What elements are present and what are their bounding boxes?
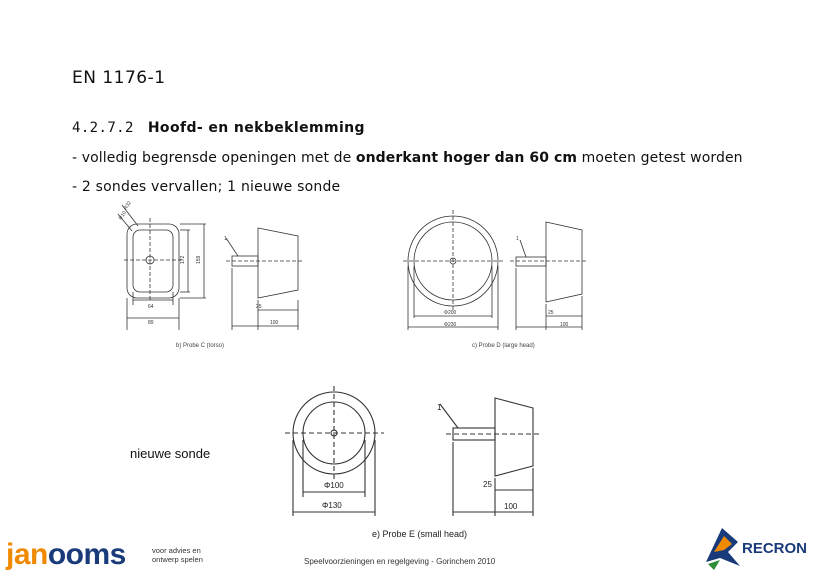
probe-c-caption: b) Probe C (torso) — [176, 343, 225, 349]
section-number: 4.2.7.2 — [72, 120, 134, 136]
probe-e-dim-100b: 100 — [504, 502, 518, 511]
probe-e-ref: 1 — [437, 403, 442, 412]
probe-e-side-view — [440, 398, 540, 516]
probe-e-front-view — [285, 386, 384, 516]
probe-d-ref: 1 — [516, 236, 519, 242]
probe-c-dim-89: 89 — [148, 320, 154, 326]
probe-d-dim-25: 25 — [548, 310, 554, 316]
bullet1-bold: onderkant hoger dan 60 cm — [355, 150, 578, 166]
bullet-probes: - 2 sondes vervallen; 1 nieuwe sonde — [72, 179, 341, 195]
probe-c-side-view — [226, 228, 304, 330]
tagline-line1: voor advies en — [152, 546, 201, 555]
probe-e-dim-100: Φ100 — [324, 481, 344, 490]
probe-d-dim-100: 100 — [560, 322, 569, 328]
bullet1-post: moeten getest worden — [577, 150, 743, 166]
new-probe-label: nieuwe sonde — [130, 446, 211, 461]
tagline-line2: ontwerp spelen — [152, 555, 203, 564]
janooms-logo-part2: ooms — [47, 538, 126, 571]
janooms-logo-part1: jan — [6, 538, 48, 571]
probe-e-caption: e) Probe E (small head) — [372, 529, 468, 539]
probe-c-dim-172: 172 — [180, 255, 186, 264]
probe-c-dim-25: 25 — [256, 304, 262, 310]
probe-c-dim-64: 64 — [148, 304, 154, 310]
footer-center-text: Speelvoorzieningen en regelgeving - Gorinchem 2010 — [304, 557, 496, 566]
probe-e-dim-130: Φ130 — [322, 501, 342, 510]
janooms-logo — [6, 538, 126, 572]
probe-d-dim-200: Φ200 — [444, 310, 457, 316]
probe-c-ref: 1 — [224, 236, 227, 242]
probe-c-dim-159: 159 — [196, 255, 202, 264]
probe-d-dim-230: Φ230 — [444, 322, 457, 328]
recron-bird-icon — [700, 522, 744, 572]
probe-e-dim-25: 25 — [483, 480, 492, 489]
recron-logo-text: RECRON — [742, 540, 808, 557]
probe-c-dim-100: 100 — [270, 320, 279, 326]
bullet1-pre: - volledig begrensde openingen met de — [72, 150, 356, 166]
probe-c-dim-r10: R10 — [117, 210, 128, 222]
probe-c-front-view — [118, 205, 206, 330]
section-title: Hoofd- en nekbeklemming — [147, 120, 365, 136]
probe-c-dim-r32: R32 — [122, 200, 133, 212]
page-title: EN 1176-1 — [72, 68, 166, 88]
probe-d-caption: c) Probe D (large head) — [472, 343, 535, 349]
janooms-tagline — [152, 546, 203, 564]
